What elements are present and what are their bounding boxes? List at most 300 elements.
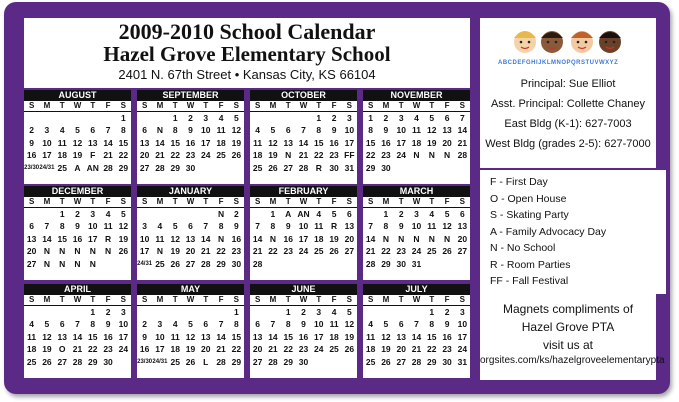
day-cell: 29: [283, 356, 293, 367]
weekday-label: T: [203, 197, 209, 206]
day-cell: 9: [301, 319, 306, 330]
day-cell: 2: [188, 113, 193, 123]
day-cell: 25: [329, 344, 339, 355]
day-cell: 14: [72, 331, 83, 342]
day-cell: 14: [155, 137, 165, 148]
day-cell: 29: [231, 356, 242, 367]
day-cell: 16: [381, 137, 391, 148]
day-cell: [55, 112, 70, 124]
day-cell: 27: [185, 258, 196, 269]
day-cell: [439, 258, 454, 270]
day-cell: 10: [298, 221, 309, 232]
day-cell: 20: [344, 233, 355, 244]
day-cell: 12: [344, 319, 355, 330]
day-cell: N: [89, 258, 96, 269]
day-cell: 26: [231, 150, 242, 161]
day-cell: 9: [105, 319, 111, 330]
weekday-label: T: [316, 101, 322, 110]
month-name: JULY: [363, 284, 470, 295]
day-cell: 5: [429, 113, 435, 123]
day-cell: [265, 112, 280, 124]
day-cell: 11: [427, 221, 437, 232]
weekday-label: T: [285, 295, 291, 304]
pta-panel: [480, 294, 665, 380]
weekday-label: T: [90, 101, 96, 110]
day-cell: [265, 306, 280, 318]
weekday-label: T: [172, 197, 178, 206]
day-cell: 6: [346, 209, 352, 219]
day-cell: [326, 258, 341, 270]
day-cell: 13: [139, 137, 150, 148]
day-cell: 17: [201, 137, 211, 148]
weekday-label: S: [254, 197, 261, 206]
day-cell: [281, 112, 296, 124]
weekday-header-row: [250, 295, 357, 306]
day-cell: 24: [457, 344, 468, 355]
day-cell: 4: [172, 319, 178, 330]
day-cell: 8: [316, 125, 322, 136]
day-cell: 13: [185, 233, 196, 244]
day-cell: 25: [365, 356, 376, 367]
day-cell: 23: [283, 246, 293, 257]
day-cell: 3: [157, 319, 163, 330]
day-cell: 22: [170, 150, 180, 161]
day-cell: 26: [329, 246, 339, 257]
day-cell: 17: [396, 137, 406, 148]
day-cell: 14: [298, 137, 309, 148]
day-cell: 14: [216, 331, 226, 342]
weekday-label: F: [444, 295, 450, 304]
weekday-label: M: [43, 295, 51, 304]
weekday-header-row: [24, 101, 131, 112]
day-grid: [250, 208, 357, 270]
day-cell: 22: [381, 246, 391, 257]
day-cell: [116, 356, 131, 368]
day-cell: 10: [42, 137, 52, 148]
weekday-label: T: [398, 295, 404, 304]
weekday-label: T: [316, 197, 322, 206]
day-cell: 19: [344, 331, 355, 342]
day-cell: 12: [442, 221, 452, 232]
day-cell: 20: [442, 137, 452, 148]
weekday-label: S: [254, 101, 261, 110]
day-cell: [363, 208, 378, 220]
day-cell: 23: [442, 344, 452, 355]
day-cell: 23/30: [137, 358, 153, 365]
weekday-label: M: [382, 101, 390, 110]
day-cell: 12: [170, 233, 180, 244]
day-cell: 28: [216, 356, 226, 367]
day-cell: 6: [398, 319, 404, 330]
day-cell: 8: [233, 319, 239, 330]
day-cell: [152, 112, 167, 124]
day-cell: 15: [118, 137, 129, 148]
day-cell: 27: [457, 246, 468, 257]
day-cell: 18: [365, 344, 376, 355]
day-cell: 11: [216, 125, 226, 136]
day-cell: 21: [155, 150, 165, 161]
weekday-label: S: [367, 295, 374, 304]
day-cell: 22: [268, 246, 278, 257]
day-cell: 27: [283, 162, 293, 173]
day-cell: 9: [142, 331, 147, 342]
day-cell: [39, 208, 54, 220]
day-cell: 31: [457, 356, 468, 367]
day-cell: AN: [297, 209, 310, 219]
day-cell: 12: [427, 125, 437, 136]
day-cell: 10: [155, 331, 165, 342]
day-cell: 6: [29, 221, 34, 232]
day-cell: 29: [88, 356, 98, 367]
day-cell: 20: [252, 344, 263, 355]
day-cell: [70, 306, 85, 318]
day-cell: 18: [252, 150, 263, 161]
day-cell: 14: [411, 331, 422, 342]
weekday-label: W: [73, 295, 82, 304]
day-cell: 10: [118, 319, 129, 330]
day-cell: 6: [459, 209, 465, 219]
weekday-label: S: [28, 197, 35, 206]
day-cell: [137, 208, 152, 220]
day-cell: 16: [283, 233, 293, 244]
day-cell: 13: [57, 331, 67, 342]
weekday-label: T: [285, 197, 291, 206]
day-cell: 7: [368, 221, 373, 232]
day-cell: 23: [381, 150, 391, 161]
month-september: [137, 90, 244, 184]
weekday-label: M: [382, 197, 390, 206]
day-cell: 10: [396, 125, 406, 136]
day-cell: [24, 306, 39, 318]
day-cell: 11: [314, 221, 324, 232]
weekday-header-row: [137, 295, 244, 306]
west-bldg-phone: West Bldg (grades 2-5): 627-7000: [485, 138, 651, 150]
day-cell: [250, 306, 265, 318]
day-cell: 2: [444, 307, 450, 317]
month-august: [24, 90, 131, 184]
day-cell: L: [203, 356, 209, 367]
day-cell: 27: [57, 356, 67, 367]
day-cell: 29: [381, 258, 391, 269]
weekday-label: F: [105, 197, 111, 206]
day-cell: 28: [298, 162, 309, 173]
day-cell: 7: [255, 221, 260, 232]
weekday-header-row: [137, 101, 244, 112]
day-cell: [250, 112, 265, 124]
weekday-label: W: [73, 197, 82, 206]
weekday-label: S: [346, 197, 353, 206]
day-cell: 23: [231, 246, 242, 257]
day-cell: N: [443, 150, 451, 161]
weekday-label: S: [233, 197, 240, 206]
day-cell: 21: [457, 137, 468, 148]
day-cell: 6: [285, 125, 291, 136]
day-cell: 8: [90, 319, 96, 330]
day-cell: 26: [185, 356, 196, 367]
legend-panel: [480, 170, 666, 294]
day-cell: 20: [139, 150, 150, 161]
day-cell: 30: [298, 356, 309, 367]
day-cell: 3: [90, 209, 96, 219]
day-cell: 18: [26, 344, 37, 355]
day-cell: 22: [283, 344, 293, 355]
day-cell: 26: [442, 246, 452, 257]
day-cell: 2: [383, 113, 389, 123]
day-cell: 4: [59, 125, 65, 136]
day-cell: 12: [268, 137, 278, 148]
day-cell: 17: [344, 137, 355, 148]
weekday-label: S: [233, 295, 240, 304]
day-cell: 19: [329, 233, 339, 244]
day-cell: 6: [188, 221, 193, 232]
day-cell: N: [398, 233, 405, 244]
day-cell: 9: [233, 221, 239, 232]
day-cell: 11: [329, 319, 339, 330]
day-cell: 13: [201, 331, 211, 342]
day-grid: [24, 112, 131, 174]
day-cell: 10: [457, 319, 468, 330]
weekday-label: F: [331, 197, 337, 206]
day-cell: 20: [457, 233, 468, 244]
weekday-label: F: [105, 295, 111, 304]
day-cell: 25: [57, 162, 67, 173]
day-cell: 30: [103, 356, 113, 367]
day-cell: 5: [44, 319, 50, 330]
day-cell: 16: [231, 233, 242, 244]
day-cell: 20: [26, 246, 37, 257]
day-cell: 5: [383, 319, 389, 330]
day-cell: 8: [120, 125, 126, 136]
day-cell: 29: [170, 162, 180, 173]
day-grid: [250, 112, 357, 174]
day-cell: 6: [142, 125, 147, 136]
day-cell: 9: [285, 221, 291, 232]
weekday-label: M: [269, 197, 277, 206]
day-cell: 13: [442, 125, 452, 136]
day-cell: 7: [459, 113, 465, 123]
day-cell: 9: [398, 221, 404, 232]
day-cell: 22: [216, 246, 226, 257]
day-cell: A: [74, 162, 81, 173]
day-cell: 30: [185, 162, 196, 173]
day-cell: 17: [314, 331, 324, 342]
day-cell: 20: [185, 246, 196, 257]
weekday-label: S: [346, 101, 353, 110]
day-cell: AN: [86, 162, 99, 173]
day-cell: [455, 258, 470, 270]
day-cell: 2: [75, 209, 80, 219]
day-cell: 1: [270, 209, 276, 219]
weekday-label: T: [172, 101, 178, 110]
day-cell: 25: [170, 356, 180, 367]
day-cell: [424, 258, 439, 270]
day-cell: N: [59, 246, 66, 257]
day-cell: [183, 208, 198, 220]
month-name: MAY: [137, 284, 244, 295]
day-cell: 30: [442, 356, 452, 367]
month-may: [137, 284, 244, 378]
day-cell: 15: [365, 137, 376, 148]
day-cell: 9: [75, 221, 80, 232]
day-cell: 29: [365, 162, 376, 173]
day-cell: [296, 112, 311, 124]
day-cell: 4: [368, 319, 373, 330]
day-cell: 2: [142, 319, 147, 330]
day-cell: N: [59, 258, 66, 269]
weekday-label: S: [233, 101, 240, 110]
day-cell: 13: [252, 331, 263, 342]
day-cell: N: [89, 246, 96, 257]
month-november: [363, 90, 470, 184]
day-cell: 19: [231, 137, 242, 148]
weekday-label: T: [59, 295, 65, 304]
day-cell: 8: [172, 125, 178, 136]
day-cell: [342, 258, 357, 270]
day-cell: 11: [411, 125, 421, 136]
weekday-label: F: [218, 101, 224, 110]
day-cell: 3: [142, 221, 147, 232]
day-cell: [198, 162, 213, 174]
day-cell: 25: [252, 162, 263, 173]
day-cell: 19: [185, 344, 196, 355]
day-cell: 5: [120, 209, 126, 219]
day-grid: [363, 306, 470, 368]
day-cell: 25: [314, 246, 324, 257]
weekday-label: W: [412, 295, 421, 304]
day-cell: 8: [59, 221, 65, 232]
month-march: [363, 186, 470, 280]
day-cell: 25: [427, 246, 437, 257]
day-cell: 16: [298, 331, 309, 342]
day-cell: 7: [105, 125, 111, 136]
weekday-label: W: [299, 101, 308, 110]
day-cell: 1: [120, 113, 126, 123]
day-cell: 30: [396, 258, 406, 269]
pta-line3: visit us at: [542, 338, 593, 352]
day-cell: [183, 306, 198, 318]
day-cell: 8: [218, 221, 224, 232]
day-cell: 30: [381, 162, 391, 173]
day-cell: [213, 162, 228, 174]
day-cell: 22: [231, 344, 242, 355]
day-cell: 14: [201, 233, 211, 244]
weekday-label: T: [90, 295, 96, 304]
month-name: DECEMBER: [24, 186, 131, 197]
day-cell: 25: [26, 356, 37, 367]
day-cell: N: [217, 209, 225, 219]
day-cell: [85, 112, 100, 124]
weekday-label: M: [156, 101, 164, 110]
weekday-label: S: [28, 101, 35, 110]
asst-principal: Asst. Principal: Collette Chaney: [490, 98, 646, 110]
weekday-label: W: [73, 101, 82, 110]
day-cell: 4: [29, 319, 34, 330]
legend-item: N - No School: [490, 242, 556, 254]
day-cell: 3: [203, 113, 209, 123]
day-cell: 17: [457, 331, 468, 342]
day-cell: 15: [88, 331, 98, 342]
weekday-label: F: [444, 197, 450, 206]
pta-line1: Magnets compliments of: [502, 302, 634, 316]
day-cell: 28: [457, 150, 468, 161]
day-cell: [168, 208, 183, 220]
month-name: MARCH: [363, 186, 470, 197]
day-cell: 17: [139, 246, 150, 257]
day-cell: R: [104, 233, 112, 244]
day-cell: 4: [414, 113, 419, 123]
day-cell: 27: [26, 258, 37, 269]
month-name: JANUARY: [137, 186, 244, 197]
legend-item: S - Skating Party: [490, 209, 569, 221]
day-cell: [342, 356, 357, 368]
day-cell: 12: [42, 331, 52, 342]
day-cell: [363, 306, 378, 318]
day-cell: 2: [301, 307, 306, 317]
school-logo: [480, 18, 656, 74]
day-cell: 21: [298, 150, 309, 161]
calendar-magnet: [4, 2, 670, 394]
weekday-label: F: [444, 101, 450, 110]
school-address: 2401 N. 67th Street • Kansas City, KS 66104: [118, 67, 376, 82]
day-cell: N: [156, 246, 163, 257]
day-cell: 3: [414, 209, 419, 219]
day-cell: [394, 162, 409, 174]
day-cell: 25: [216, 150, 226, 161]
day-cell: 2: [331, 113, 337, 123]
day-cell: 10: [411, 221, 422, 232]
day-cell: 24: [118, 344, 129, 355]
day-cell: 24/31: [137, 260, 153, 267]
month-july: [363, 284, 470, 378]
day-cell: 1: [59, 209, 65, 219]
day-cell: 11: [27, 331, 37, 342]
day-cell: [424, 162, 439, 174]
day-cell: 31: [411, 258, 422, 269]
legend-item: FF - Fall Festival: [490, 275, 569, 287]
weekday-header-row: [363, 101, 470, 112]
day-cell: 20: [201, 344, 211, 355]
day-cell: [265, 258, 280, 270]
weekday-label: F: [331, 101, 337, 110]
month-name: SEPTEMBER: [137, 90, 244, 101]
day-cell: 9: [331, 125, 337, 136]
weekday-label: S: [141, 197, 148, 206]
day-cell: 17: [88, 233, 98, 244]
day-cell: [198, 306, 213, 318]
calendar-header: [24, 18, 470, 88]
weekday-label: S: [141, 295, 148, 304]
weekday-label: T: [316, 295, 322, 304]
day-cell: 1: [172, 113, 178, 123]
day-cell: [198, 208, 213, 220]
weekday-label: T: [429, 295, 435, 304]
day-grid: [24, 208, 131, 270]
calendar-title: 2009-2010 School Calendar: [118, 19, 376, 44]
day-cell: 27: [139, 162, 150, 173]
day-cell: 18: [314, 233, 324, 244]
day-cell: N: [104, 246, 112, 257]
day-cell: 30: [231, 258, 242, 269]
day-cell: 31: [344, 162, 355, 173]
day-cell: 5: [346, 307, 352, 317]
pta-url[interactable]: orgsites.com/ks/hazelgroveelementarypta: [480, 355, 665, 366]
day-cell: 19: [381, 344, 391, 355]
day-cell: 9: [383, 125, 389, 136]
day-cell: 22: [365, 150, 376, 161]
day-cell: 19: [42, 344, 52, 355]
day-cell: 11: [366, 331, 376, 342]
day-cell: [229, 162, 244, 174]
